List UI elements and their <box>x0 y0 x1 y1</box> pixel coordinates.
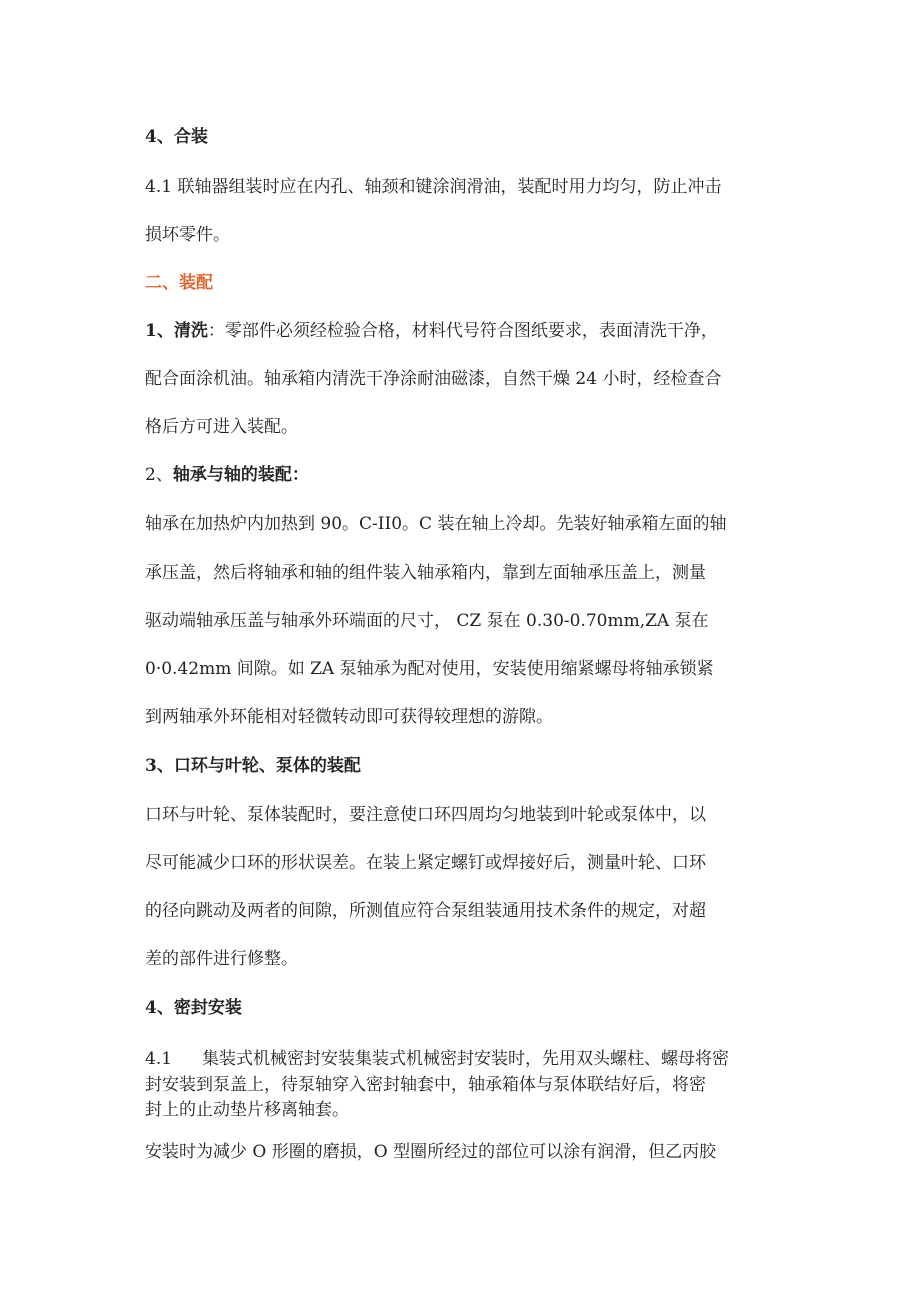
section-3-line-2: 尽可能减少口环的形状误差。在装上紧定螺钉或焊接好后，测量叶轮、口环 <box>145 853 706 873</box>
section-2-line-1: 轴承在加热炉内加热到 90。C-II0。C 装在轴上冷却。先装好轴承箱左面的轴 <box>145 514 727 534</box>
section-2-line-3: 驱动端轴承压盖与轴承外环端面的尺寸， CZ 泵在 0.30-0.70mm,ZA 泵在 <box>145 611 709 631</box>
section-2-number: 2、 <box>145 465 173 485</box>
section-2-line-2: 承压盖，然后将轴承和轴的组件装入轴承箱内，靠到左面轴承压盖上，测量 <box>145 563 706 583</box>
section-2-line-4: 0·0.42mm 间隙。如 ZA 泵轴承为配对使用，安装使用缩紧螺母将轴承锁紧 <box>145 659 714 679</box>
section-1-line-2: 配合面涂机油。轴承箱内清洗干净涂耐油磁漆，自然干燥 24 小时，经检查合 <box>145 369 722 389</box>
paragraph-4-1-line-1: 4.1 联轴器组装时应在内孔、轴颈和键涂润滑油，装配时用力均匀，防止冲击 <box>145 177 722 197</box>
section-4-1-line-3: 封上的止动垫片移离轴套。 <box>145 1100 349 1120</box>
heading-4-combine: 4、合装 <box>145 127 208 147</box>
section-4-last-line: 安装时为减少 O 形圈的磨损，O 型圈所经过的部位可以涂有润滑，但乙丙胶 <box>145 1142 717 1162</box>
section-2-title: 轴承与轴的装配： <box>172 465 309 485</box>
section-heading-assembly: 二、装配 <box>145 273 213 293</box>
section-1-line-1 <box>145 320 718 342</box>
section-1-line-3: 格后方可进入装配。 <box>145 417 298 437</box>
section-4-1-line-1 <box>145 1048 729 1070</box>
section-1-line-1-text: ：零部件必须经检验合格，材料代号符合图纸要求，表面清洗干净， <box>207 321 718 341</box>
section-3-line-1: 口环与叶轮、泵体装配时，要注意使口环四周均匀地装到叶轮或泵体中，以 <box>145 805 706 825</box>
section-4-1-line-1-text: 集装式机械密封安装集装式机械密封安装时，先用双头螺柱、螺母将密 <box>202 1049 730 1069</box>
section-3-line-3: 的径向跳动及两者的间隙，所测值应符合泵组装通用技术条件的规定，对超 <box>145 901 706 921</box>
section-3-line-4: 差的部件进行修整。 <box>145 949 298 969</box>
section-4-title: 4、密封安装 <box>145 998 242 1018</box>
section-1-title: 1、清洗 <box>145 321 208 341</box>
section-3-title: 3、口环与叶轮、泵体的装配 <box>145 756 361 776</box>
section-4-1-number: 4.1 <box>145 1049 173 1069</box>
section-2-heading <box>145 464 309 486</box>
section-4-1-line-2: 封安装到泵盖上，待泵轴穿入密封轴套中，轴承箱体与泵体联结好后，将密 <box>145 1075 706 1095</box>
section-2-line-5: 到两轴承外环能相对轻微转动即可获得较理想的游隙。 <box>145 707 553 727</box>
paragraph-4-1-line-2: 损坏零件。 <box>145 225 230 245</box>
